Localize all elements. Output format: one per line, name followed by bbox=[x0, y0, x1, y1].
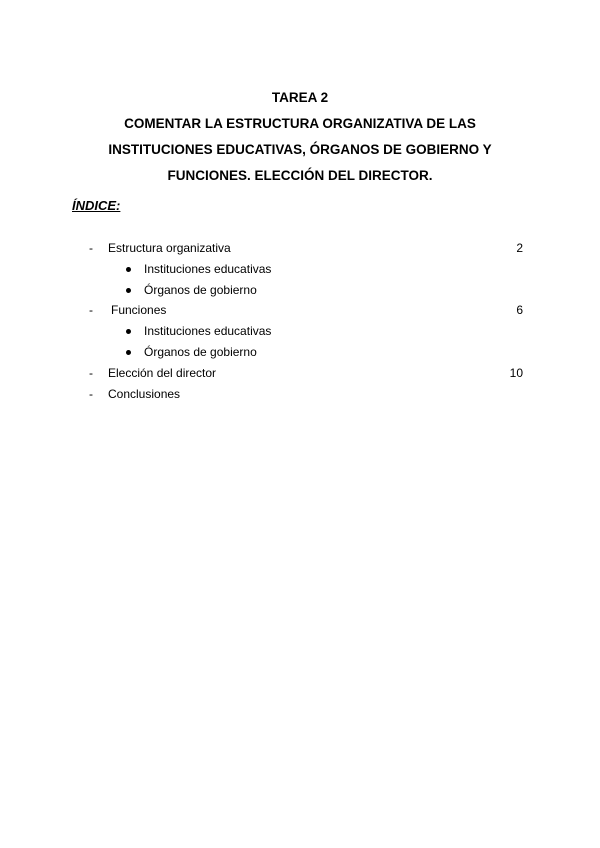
toc-item-label: Elección del director bbox=[108, 365, 217, 380]
toc-item-label: Estructura organizativa bbox=[108, 241, 231, 255]
dash-marker: - bbox=[89, 365, 93, 380]
toc-subitem-organos-de-gobierno bbox=[0, 280, 600, 301]
bullet-icon bbox=[126, 288, 131, 293]
title-line-3: INSTITUCIONES EDUCATIVAS, ÓRGANOS DE GOBIERNO Y bbox=[108, 142, 492, 157]
toc-subitem-label: Instituciones educativas bbox=[144, 261, 272, 276]
toc-item-label: Funciones bbox=[111, 303, 167, 318]
toc-page-number: 2 bbox=[516, 241, 523, 255]
toc-subitem-instituciones-educativas bbox=[0, 321, 600, 342]
toc-item-estructura-organizativa bbox=[0, 238, 600, 259]
toc-item-eleccion-del-director bbox=[0, 363, 600, 384]
bullet-icon bbox=[126, 267, 131, 272]
table-of-contents bbox=[0, 238, 600, 404]
title-line-2: COMENTAR LA ESTRUCTURA ORGANIZATIVA DE LAS bbox=[124, 116, 476, 131]
toc-subitem-label: Instituciones educativas bbox=[144, 324, 272, 339]
toc-item-label: Conclusiones bbox=[108, 386, 181, 401]
toc-item-funciones bbox=[0, 300, 600, 321]
bullet-icon bbox=[126, 350, 131, 355]
bullet-icon bbox=[126, 329, 131, 334]
toc-page-number: 6 bbox=[516, 303, 523, 318]
dash-marker: - bbox=[89, 386, 93, 401]
dash-marker: - bbox=[89, 241, 93, 255]
title-line-4: FUNCIONES. ELECCIÓN DEL DIRECTOR. bbox=[167, 168, 433, 183]
toc-subitem-label: Órganos de gobierno bbox=[144, 282, 257, 297]
toc-subitem-instituciones-educativas bbox=[0, 259, 600, 280]
document-title bbox=[0, 85, 600, 189]
toc-subitem-organos-de-gobierno bbox=[0, 342, 600, 363]
toc-page-number: 10 bbox=[509, 365, 523, 380]
index-heading: ÍNDICE: bbox=[72, 198, 121, 213]
dash-marker: - bbox=[89, 303, 93, 318]
title-line-1: TAREA 2 bbox=[271, 90, 329, 105]
toc-subitem-label: Órganos de gobierno bbox=[144, 344, 257, 359]
toc-item-conclusiones bbox=[0, 384, 600, 405]
